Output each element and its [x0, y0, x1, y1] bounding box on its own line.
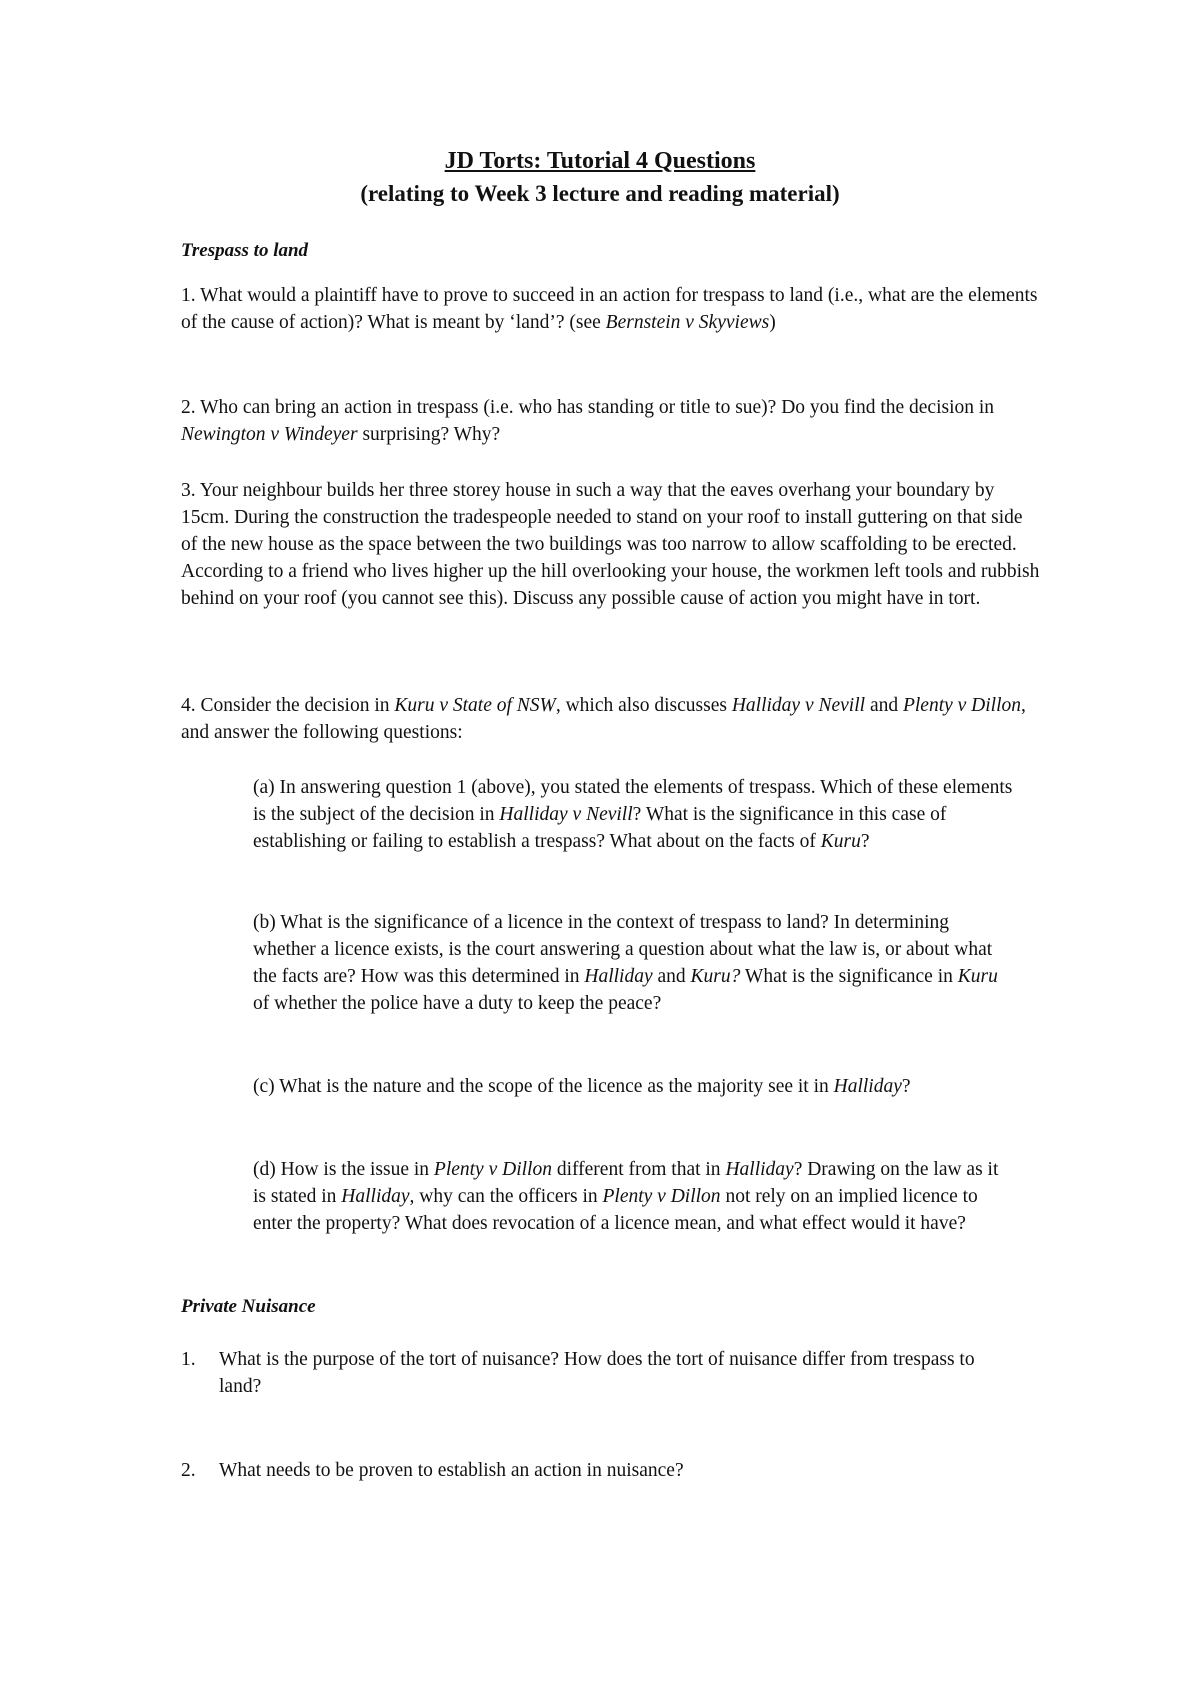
- list-number: 1.: [181, 1349, 196, 1370]
- case-name: Kuru v State of NSW: [394, 695, 556, 716]
- case-name: Bernstein v Skyviews: [605, 312, 770, 333]
- case-name: Halliday: [833, 1076, 902, 1097]
- list-text: What is the purpose of the tort of nuisance? How does the tort of nuisance differ from trespass to land?: [219, 1349, 975, 1397]
- case-name: Newington v Windeyer: [181, 424, 358, 445]
- case-name: Halliday: [341, 1186, 410, 1207]
- case-name: Kuru?: [690, 966, 741, 987]
- document-subtitle: (relating to Week 3 lecture and reading material): [360, 181, 840, 206]
- question-4d: (d) How is the issue in Plenty v Dillon different from that in Halliday? Drawing on the law as it is stated in Halliday, why can the officers in Plenty v Dillon not rely on an implied licence to enter the property? What does revocation of a licence mean, and what effect would it have?: [253, 1159, 999, 1234]
- section-heading-nuisance: Private Nuisance: [181, 1296, 316, 1317]
- case-name: Kuru: [957, 966, 998, 987]
- case-name: Kuru: [820, 831, 861, 852]
- case-name: Halliday v Nevill: [731, 695, 866, 716]
- list-text: What needs to be proven to establish an action in nuisance?: [219, 1460, 684, 1481]
- question-4b: (b) What is the significance of a licence in the context of trespass to land? In determining whether a licence exists, is the court answering a question about what the law is, or about what the facts are? How was this determined in Halliday and Kuru? What is the significance in Kuru of whether the police have a duty to keep the peace?: [253, 912, 998, 1014]
- question-4: 4. Consider the decision in Kuru v State of NSW, which also discusses Halliday v Nevill and Plenty v Dillon, and answer the following questions:: [181, 695, 1026, 743]
- list-number: 2.: [181, 1460, 196, 1481]
- section-heading-trespass: Trespass to land: [181, 240, 309, 261]
- case-name: Halliday: [725, 1159, 794, 1180]
- question-1: 1. What would a plaintiff have to prove to succeed in an action for trespass to land (i.e., what are the elements of the cause of action)? What is meant by ‘land’? (see Bernstein v Skyviews): [181, 285, 1038, 333]
- question-3: 3. Your neighbour builds her three storey house in such a way that the eaves overhang your boundary by 15cm. During the construction the tradespeople needed to stand on your roof to install guttering on that side of the new house as the space between the two buildings was too narrow to allow scaffolding to be erected. According to a friend who lives higher up the hill overlooking your house, the workmen left tools and rubbish behind on your roof (you cannot see this). Discuss any possible cause of action you might have in tort.: [181, 480, 1040, 609]
- case-name: Plenty v Dillon: [433, 1159, 552, 1180]
- case-name: Plenty v Dillon: [902, 695, 1022, 716]
- case-name: Halliday: [584, 966, 653, 987]
- case-name: Halliday v Nevill: [499, 804, 633, 825]
- question-2: 2. Who can bring an action in trespass (i.e. who has standing or title to sue)? Do you find the decision in Newington v Windeyer surprising? Why?: [181, 397, 995, 445]
- question-4a: (a) In answering question 1 (above), you stated the elements of trespass. Which of these elements is the subject of the decision in Halliday v Nevill? What is the significance in this case of establishing or failing to establish a trespass? What about on the facts of Kuru?: [253, 777, 1013, 852]
- question-4c: (c) What is the nature and the scope of the licence as the majority see it in Halliday?: [253, 1076, 911, 1097]
- case-name: Plenty v Dillon: [602, 1186, 721, 1207]
- document-title: JD Torts: Tutorial 4 Questions: [444, 148, 756, 174]
